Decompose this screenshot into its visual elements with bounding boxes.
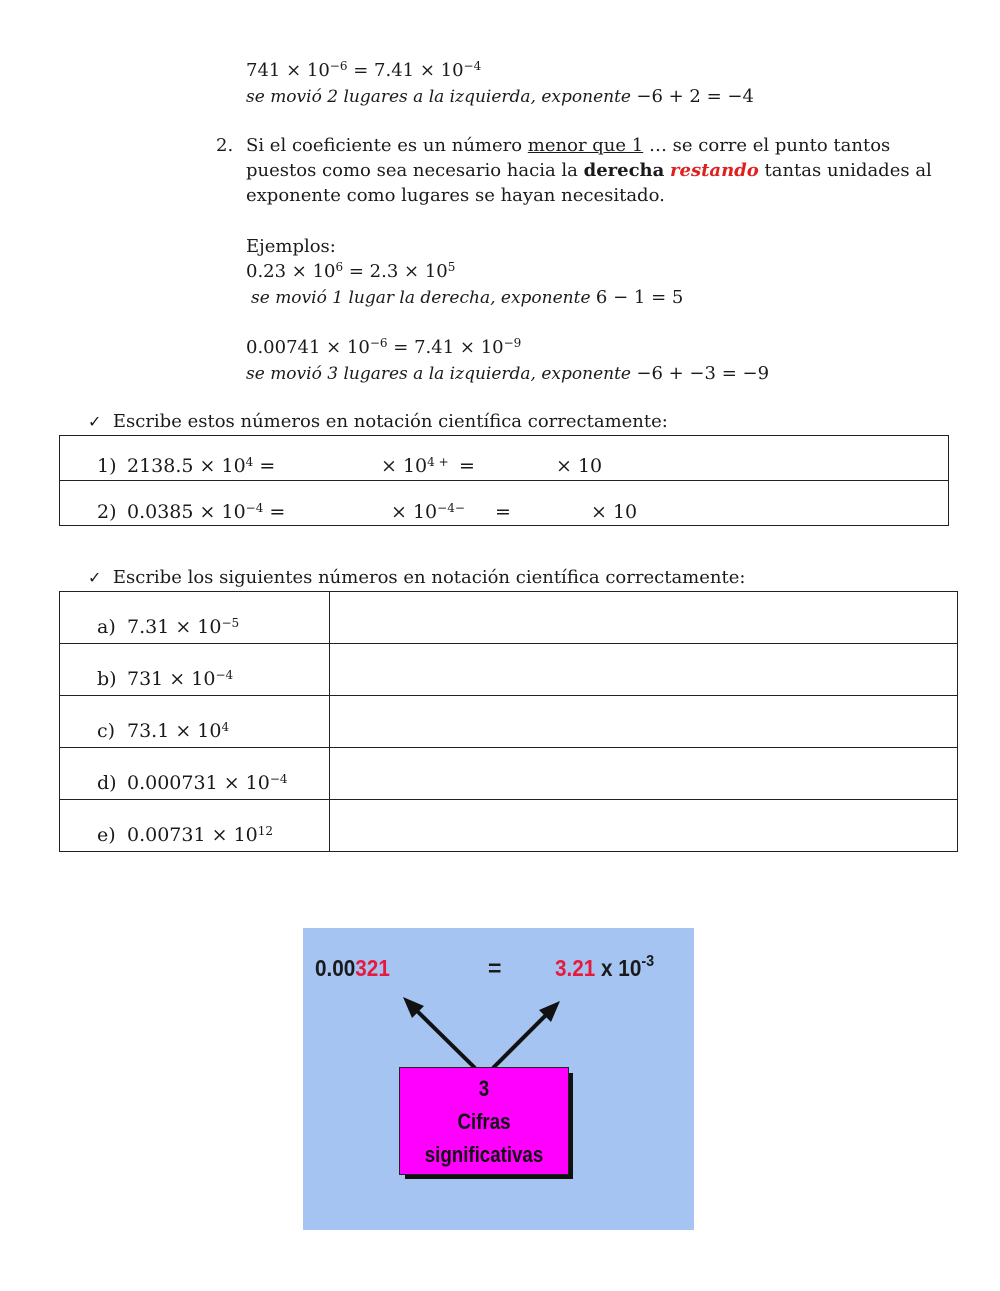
examples-label: Ejemplos: — [246, 236, 336, 257]
row-label: a) — [97, 616, 116, 638]
row-label: 1) — [97, 455, 117, 477]
exercise1-row — [60, 436, 949, 481]
example2-equation: $0.00741 \times 10^{-6} = 7.41 \times 10^{-9}$ — [246, 336, 522, 358]
row-label: d) — [97, 772, 117, 794]
row-expression: $2138.5 \times 10^4$ = — [127, 455, 276, 477]
exercise2-row — [60, 748, 958, 800]
row-expression: $0.00731 \times 10^{12}$ — [127, 824, 274, 846]
row-expression: $0.0385 \times 10^{-4}$ = — [127, 501, 286, 523]
row-equals: = — [459, 455, 475, 477]
row-expression: $73.1 \times 10^4$ — [127, 720, 230, 742]
check-icon: ✓ — [88, 568, 102, 587]
rule-text-line3: exponente como lugares se hayan necesitado. — [246, 185, 665, 206]
row-expression: $731 \times 10^{-4}$ — [127, 668, 234, 690]
exercise2-answer-cell[interactable] — [330, 644, 958, 696]
rule-number: 2. — [216, 135, 234, 156]
exercise1-cell[interactable] — [60, 436, 949, 481]
row-label: 2) — [97, 501, 117, 523]
row-end: × 10 — [591, 501, 638, 523]
exercise2-answer-cell[interactable] — [330, 800, 958, 852]
box-line2: significativas — [424, 1142, 544, 1167]
exercise2-answer-cell[interactable] — [330, 748, 958, 800]
rule-text-line2: puestos como sea necesario hacia la derecha restando tantas unidades al — [246, 160, 932, 181]
exercise2-prompt-cell — [60, 800, 330, 852]
exercise2-row — [60, 696, 958, 748]
box-number: 3 — [478, 1076, 490, 1101]
example-note: se movió 2 lugares a la izquierda, exponente −6 + 2 = −4 — [246, 86, 754, 107]
row-end: × 10 — [556, 455, 603, 477]
row-middle: × $10^{-4-}$ — [391, 501, 465, 523]
exercise2-answer-cell[interactable] — [330, 696, 958, 748]
exercise1-title: ✓ Escribe estos números en notación científica correctamente: — [88, 411, 668, 432]
significant-figures-box — [399, 1067, 569, 1175]
exercise2-answer-cell[interactable] — [330, 592, 958, 644]
exercise1-row — [60, 481, 949, 526]
significant-figures-diagram — [303, 928, 694, 1230]
row-expression: $7.31 \times 10^{-5}$ — [127, 616, 240, 638]
exercise1-table — [59, 435, 949, 526]
example-equation: $741 \times 10^{-6} = 7.41 \times 10^{-4}$ — [246, 59, 482, 81]
exercise2-row — [60, 800, 958, 852]
example1-note: se movió 1 lugar la derecha, exponente 6 − 1 = 5 — [251, 287, 684, 308]
exercise2-prompt-cell — [60, 696, 330, 748]
rule-text-line1: Si el coeficiente es un número menor que 1 … se corre el punto tantos — [246, 135, 891, 156]
exercise2-prompt-cell — [60, 592, 330, 644]
row-expression: $0.000731 \times 10^{-4}$ — [127, 772, 288, 794]
exercise2-row — [60, 644, 958, 696]
exercise2-row — [60, 592, 958, 644]
row-label: b) — [97, 668, 117, 690]
example1-equation: $0.23 \times 10^6 = 2.3 \times 10^5$ — [246, 260, 456, 282]
exercise1-cell[interactable] — [60, 481, 949, 526]
exercise2-prompt-cell — [60, 644, 330, 696]
decimal-number: 0.00321 — [315, 955, 390, 981]
equals-sign: = — [488, 955, 502, 981]
row-middle: × $10^{4 +}$ — [381, 455, 449, 477]
box-line1: Cifras — [457, 1109, 511, 1134]
exercise2-prompt-cell — [60, 748, 330, 800]
left-arrow-line — [411, 1005, 475, 1068]
example2-note: se movió 3 lugares a la izquierda, exponente −6 + −3 = −9 — [246, 363, 770, 384]
exercise2-title: ✓ Escribe los siguientes números en notación científica correctamente: — [88, 567, 746, 588]
scientific-number: 3.21 x $10^{-3}$ — [555, 953, 655, 981]
row-label: e) — [97, 824, 116, 846]
exercise2-table — [59, 591, 958, 852]
row-equals: = — [495, 501, 511, 523]
right-arrow-line — [493, 1010, 551, 1068]
check-icon: ✓ — [88, 412, 102, 431]
row-label: c) — [97, 720, 116, 742]
